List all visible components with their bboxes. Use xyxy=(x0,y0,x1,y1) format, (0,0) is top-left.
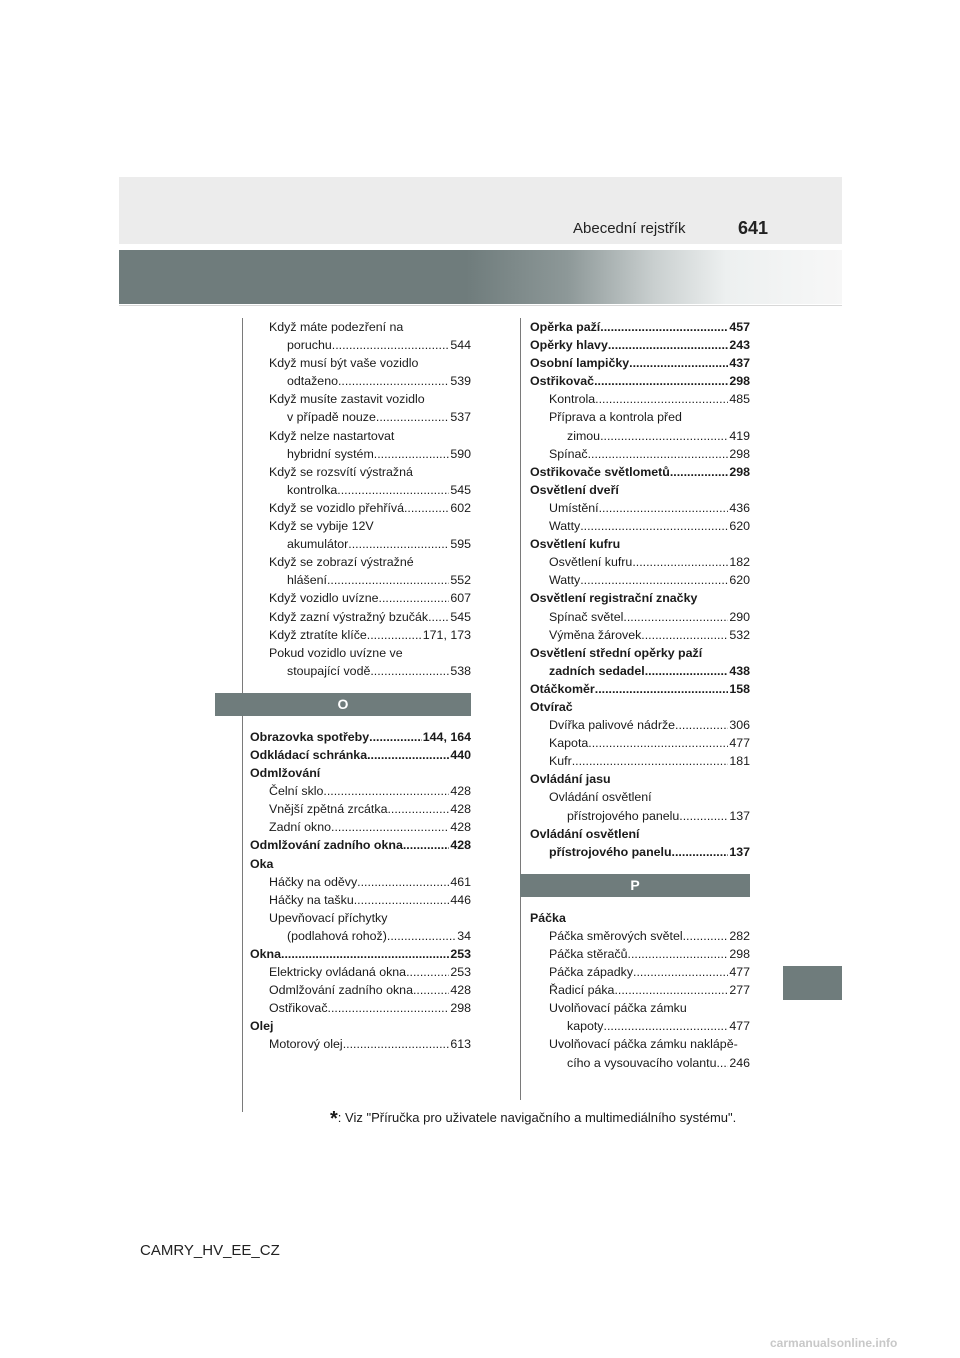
index-entry: Když se vybije 12V xyxy=(269,519,374,534)
section-header-o: O xyxy=(215,693,471,716)
index-entry-text: hybridní systém xyxy=(287,446,374,461)
dot-leader xyxy=(633,963,728,981)
index-entry-page: 419 xyxy=(729,428,750,443)
index-entry: Uvolňovací páčka zámku naklápě- xyxy=(549,1037,738,1052)
index-entry-page: 298 xyxy=(729,374,750,389)
index-entry xyxy=(530,1054,750,1072)
index-entry: Když musí být vaše vozidlo xyxy=(269,356,419,371)
index-entry-text: stoupající vodě xyxy=(287,663,371,678)
index-entry-text: Čelní sklo xyxy=(269,784,324,799)
index-entry-page: 428 xyxy=(450,820,471,835)
index-list-bottom xyxy=(530,909,750,1072)
index-entry-page: 438 xyxy=(729,663,750,678)
index-entry-text: poruchu xyxy=(287,338,332,353)
index-entry-page: 298 xyxy=(729,947,750,961)
index-entry-page: 428 xyxy=(450,838,471,853)
index-list-top xyxy=(250,318,471,680)
index-entry: Osvětlení střední opěrky paží xyxy=(530,645,703,660)
watermark: carmanualsonline.info xyxy=(770,1336,898,1350)
index-entry-text: Okna xyxy=(250,947,281,961)
dot-leader xyxy=(404,499,449,517)
footnote-marker: * xyxy=(330,1108,338,1130)
index-entry-text: Umístění xyxy=(549,500,599,515)
index-entry-page: 253 xyxy=(450,947,471,961)
index-entry-page: 539 xyxy=(450,374,471,389)
index-entry-page: 477 xyxy=(729,1019,750,1034)
index-entry-text: Když vozidlo uvízne xyxy=(269,591,379,606)
index-entry-text: hlášení xyxy=(287,573,327,588)
index-entry-text: Opěrka paží xyxy=(530,320,601,334)
index-entry xyxy=(250,927,471,945)
index-entry-page: 477 xyxy=(729,736,750,751)
index-entry xyxy=(530,945,750,963)
dot-leader xyxy=(323,782,449,800)
index-entry-text: Když zazní výstražný bzučák xyxy=(269,609,429,624)
index-entry-page: 436 xyxy=(729,500,750,515)
index-entry-text: Odmlžování zadního okna xyxy=(269,983,413,998)
index-entry-page: 446 xyxy=(450,892,471,907)
index-entry xyxy=(530,571,750,589)
index-entry-page: 171, 173 xyxy=(422,627,471,642)
dot-leader xyxy=(327,571,449,589)
index-entry: Osvětlení registrační značky xyxy=(530,591,698,606)
index-entry xyxy=(530,626,750,644)
dot-leader xyxy=(645,662,729,680)
index-entry-page: 282 xyxy=(729,928,750,943)
index-entry-page: 461 xyxy=(450,874,471,889)
dot-leader xyxy=(387,800,449,818)
dot-leader xyxy=(406,963,449,981)
index-entry-text: Když ztratíte klíče xyxy=(269,627,367,642)
index-entry-page: 602 xyxy=(450,500,471,515)
index-entry-text: Háčky na oděvy xyxy=(269,874,358,889)
index-entry xyxy=(530,807,750,825)
index-entry-text: kontrolka xyxy=(287,482,338,497)
index-entry xyxy=(530,390,750,408)
index-entry-page: 306 xyxy=(729,718,750,733)
index-entry xyxy=(530,662,750,680)
index-entry-text: přístrojového panelu xyxy=(567,808,680,823)
index-entry: Uvolňovací páčka zámku xyxy=(549,1001,687,1016)
index-entry-text: Spínač světel xyxy=(549,609,624,624)
dot-leader xyxy=(716,1054,728,1072)
index-entry xyxy=(250,836,471,854)
dot-leader xyxy=(683,927,729,945)
index-entry-page: 137 xyxy=(729,844,750,859)
index-entry-text: Obrazovka spotřeby xyxy=(250,729,370,744)
footnote-text: : Viz "Příručka pro uživatele navigačního a multimediálního systému". xyxy=(337,1110,737,1125)
index-entry xyxy=(250,626,471,644)
index-entry xyxy=(530,517,750,535)
index-list-bottom xyxy=(250,728,471,1054)
dot-leader xyxy=(670,463,729,481)
index-entry xyxy=(530,427,750,445)
dot-leader xyxy=(580,571,728,589)
dot-leader xyxy=(628,945,729,963)
dot-leader xyxy=(374,445,450,463)
index-entry-page: 428 xyxy=(450,802,471,817)
header-gradient-bar xyxy=(119,250,842,304)
index-entry: Ovládání osvětlení xyxy=(530,826,640,841)
index-entry xyxy=(530,445,750,463)
index-entry-page: 590 xyxy=(450,446,471,461)
dot-leader xyxy=(675,716,728,734)
dot-leader xyxy=(357,873,449,891)
index-entry-page: 298 xyxy=(450,1001,471,1016)
index-entry-page: 182 xyxy=(729,555,750,570)
index-entry-page: 253 xyxy=(450,965,471,980)
page-number: 641 xyxy=(738,218,769,238)
index-entry xyxy=(530,734,750,752)
dot-leader xyxy=(376,408,449,426)
index-entry: Osvětlení kufru xyxy=(530,537,621,552)
index-entry-text: Motorový olej xyxy=(269,1037,343,1052)
dot-leader xyxy=(672,843,729,861)
index-entry-page: 298 xyxy=(729,446,750,461)
dot-leader xyxy=(594,372,728,390)
index-entry xyxy=(250,945,471,963)
index-entry xyxy=(250,408,471,426)
index-entry-text: kapoty xyxy=(567,1019,604,1034)
index-entry xyxy=(530,354,750,372)
index-entry-page: 620 xyxy=(729,573,750,588)
index-entry: Když nelze nastartovat xyxy=(269,428,395,443)
index-entry xyxy=(530,499,750,517)
index-entry: Otvírač xyxy=(530,699,573,714)
index-entry: Když se rozsvítí výstražná xyxy=(269,464,413,479)
dot-leader xyxy=(379,589,450,607)
index-entry-page: 538 xyxy=(450,663,471,678)
index-entry xyxy=(250,445,471,463)
dot-leader xyxy=(369,728,422,746)
index-entry xyxy=(530,318,750,336)
dot-leader xyxy=(588,734,728,752)
dot-leader xyxy=(387,927,456,945)
index-entry xyxy=(530,372,750,390)
index-entry-text: Zadní okno xyxy=(269,820,331,835)
dot-leader xyxy=(595,390,728,408)
index-entry-page: 440 xyxy=(450,747,471,762)
index-entry-text: Řadicí páka xyxy=(549,983,615,998)
index-entry-text: Watty xyxy=(549,573,581,588)
index-entry-text: Když se vozidlo přehřívá xyxy=(269,500,404,515)
index-entry-text: zimou xyxy=(567,428,601,443)
dot-leader xyxy=(608,336,728,354)
dot-leader xyxy=(599,499,729,517)
index-column-left xyxy=(250,318,471,1054)
index-entry xyxy=(530,1017,750,1035)
dot-leader xyxy=(348,535,449,553)
dot-leader xyxy=(338,372,449,390)
index-entry-text: Watty xyxy=(549,519,581,534)
index-entry: Když máte podezření na xyxy=(269,320,404,334)
index-entry: Pokud vozidlo uvízne ve xyxy=(269,645,403,660)
index-entry xyxy=(250,608,471,626)
index-entry xyxy=(250,571,471,589)
index-entry-text: Ostřikovač xyxy=(269,1001,328,1016)
index-entry xyxy=(250,963,471,981)
dot-leader xyxy=(679,807,728,825)
index-entry xyxy=(530,680,750,698)
dot-leader xyxy=(331,818,449,836)
index-entry: Upevňovací příchytky xyxy=(269,910,388,925)
index-entry xyxy=(250,372,471,390)
index-entry xyxy=(530,963,750,981)
dot-leader xyxy=(572,752,729,770)
index-entry-text: Osvětlení kufru xyxy=(549,555,633,570)
index-column-right xyxy=(530,318,750,1072)
index-entry xyxy=(250,481,471,499)
index-entry xyxy=(250,336,471,354)
index-entry-page: 537 xyxy=(450,410,471,425)
index-entry-text: Dvířka palivové nádrže xyxy=(549,718,676,733)
index-entry: Když musíte zastavit vozidlo xyxy=(269,392,425,407)
header-divider xyxy=(119,305,842,306)
column-divider-middle xyxy=(520,318,521,1100)
index-entry xyxy=(250,800,471,818)
index-entry-page: 613 xyxy=(450,1037,471,1052)
index-entry-text: Otáčkoměr xyxy=(530,681,595,696)
index-entry-text: Páčka směrových světel xyxy=(549,928,683,943)
index-entry xyxy=(530,843,750,861)
index-entry-page: 545 xyxy=(450,482,471,497)
index-entry xyxy=(250,499,471,517)
index-entry-page: 34 xyxy=(457,928,471,943)
index-entry-page: 144, 164 xyxy=(422,729,471,744)
dot-leader xyxy=(641,626,728,644)
dot-leader xyxy=(343,1035,450,1053)
index-entry-page: 428 xyxy=(450,784,471,799)
index-entry-page: 477 xyxy=(729,965,750,980)
dot-leader xyxy=(413,981,449,999)
dot-leader xyxy=(600,318,728,336)
index-entry xyxy=(250,662,471,680)
index-entry-text: Páčka západky xyxy=(549,965,634,980)
index-entry-text: zadních sedadel xyxy=(549,663,645,678)
chapter-tab xyxy=(783,966,842,1000)
index-entry xyxy=(530,336,750,354)
dot-leader xyxy=(623,608,728,626)
index-entry-text: Odmlžování zadního okna xyxy=(250,838,403,853)
index-entry xyxy=(250,1035,471,1053)
dot-leader xyxy=(367,746,449,764)
dot-leader xyxy=(337,481,449,499)
index-entry xyxy=(530,608,750,626)
header-band xyxy=(119,177,842,244)
index-entry: Páčka xyxy=(530,910,566,925)
index-entry: Ovládání osvětlení xyxy=(549,790,652,805)
index-entry-text: Odkládací schránka xyxy=(250,747,368,762)
index-entry xyxy=(250,891,471,909)
index-entry xyxy=(530,752,750,770)
index-entry xyxy=(250,981,471,999)
index-entry xyxy=(530,981,750,999)
page-title: Abecední rejstřík xyxy=(573,220,686,237)
index-entry-text: Páčka stěračů xyxy=(549,947,628,961)
index-entry-page: 277 xyxy=(729,983,750,998)
index-entry-text: akumulátor xyxy=(287,537,349,552)
dot-leader xyxy=(614,981,728,999)
index-entry-page: 158 xyxy=(729,681,750,696)
index-entry-page: 137 xyxy=(729,808,750,823)
index-entry-page: 428 xyxy=(450,983,471,998)
dot-leader xyxy=(328,999,450,1017)
document-code: CAMRY_HV_EE_CZ xyxy=(140,1242,280,1259)
index-entry-page: 246 xyxy=(729,1055,750,1070)
index-entry xyxy=(250,589,471,607)
footnote xyxy=(330,1108,736,1131)
index-entry-page: 545 xyxy=(450,609,471,624)
index-entry-text: Osobní lampičky xyxy=(530,356,630,371)
index-entry xyxy=(530,463,750,481)
index-entry-page: 181 xyxy=(729,754,750,769)
index-entry xyxy=(250,999,471,1017)
index-entry-page: 290 xyxy=(729,609,750,624)
dot-leader xyxy=(367,626,422,644)
index-entry-page: 544 xyxy=(450,338,471,353)
index-list-top xyxy=(530,318,750,861)
index-entry: Když se zobrazí výstražné xyxy=(269,555,414,570)
index-entry: Ovládání jasu xyxy=(530,772,611,787)
index-entry: Odmlžování xyxy=(250,766,321,781)
index-entry: Příprava a kontrola před xyxy=(549,410,682,425)
index-entry xyxy=(250,782,471,800)
index-entry xyxy=(250,818,471,836)
index-entry: Olej xyxy=(250,1019,274,1034)
index-entry-page: 607 xyxy=(450,591,471,606)
index-entry xyxy=(250,873,471,891)
index-entry: Osvětlení dveří xyxy=(530,482,619,497)
index-entry: Oka xyxy=(250,856,274,871)
index-entry-page: 485 xyxy=(729,392,750,407)
index-entry-page: 552 xyxy=(450,573,471,588)
index-entry-text: Výměna žárovek xyxy=(549,627,642,642)
index-entry xyxy=(530,927,750,945)
dot-leader xyxy=(600,427,728,445)
dot-leader xyxy=(588,445,729,463)
dot-leader xyxy=(332,336,450,354)
index-entry-page: 595 xyxy=(450,537,471,552)
index-entry-page: 243 xyxy=(729,338,750,353)
dot-leader xyxy=(403,836,449,854)
section-header-p: P xyxy=(520,874,750,897)
index-entry xyxy=(250,728,471,746)
dot-leader xyxy=(632,553,728,571)
index-entry-text: cího a vysouvacího volantu xyxy=(567,1055,717,1070)
index-entry-text: Ostřikovač xyxy=(530,374,595,389)
index-entry xyxy=(250,746,471,764)
index-entry-text: Kapota xyxy=(549,736,589,751)
index-entry xyxy=(250,535,471,553)
index-entry-text: Elektricky ovládaná okna xyxy=(269,965,407,980)
dot-leader xyxy=(629,354,728,372)
index-entry-text: Kontrola xyxy=(549,392,596,407)
index-entry-text: v případě nouze xyxy=(287,410,376,425)
index-entry-text: Ostřikovače světlometů xyxy=(530,464,670,479)
index-entry-page: 532 xyxy=(729,627,750,642)
dot-leader xyxy=(580,517,728,535)
index-entry-text: Kufr xyxy=(549,754,572,769)
index-entry-text: Vnější zpětná zrcátka xyxy=(269,802,388,817)
index-entry-text: (podlahová rohož) xyxy=(287,928,387,943)
index-entry xyxy=(530,716,750,734)
dot-leader xyxy=(428,608,449,626)
index-entry-page: 298 xyxy=(729,464,750,479)
dot-leader xyxy=(370,662,449,680)
index-entry-text: přístrojového panelu xyxy=(549,844,672,859)
index-entry-text: Háčky na tašku xyxy=(269,892,354,907)
dot-leader xyxy=(604,1017,729,1035)
index-entry-page: 437 xyxy=(729,356,750,371)
index-entry-page: 457 xyxy=(729,320,750,334)
dot-leader xyxy=(281,945,449,963)
index-entry-text: Spínač xyxy=(549,446,588,461)
index-entry-page: 620 xyxy=(729,519,750,534)
dot-leader xyxy=(595,680,729,698)
index-entry-text: odtaženo xyxy=(287,374,338,389)
index-entry-text: Opěrky hlavy xyxy=(530,338,608,353)
dot-leader xyxy=(354,891,450,909)
index-entry xyxy=(530,553,750,571)
